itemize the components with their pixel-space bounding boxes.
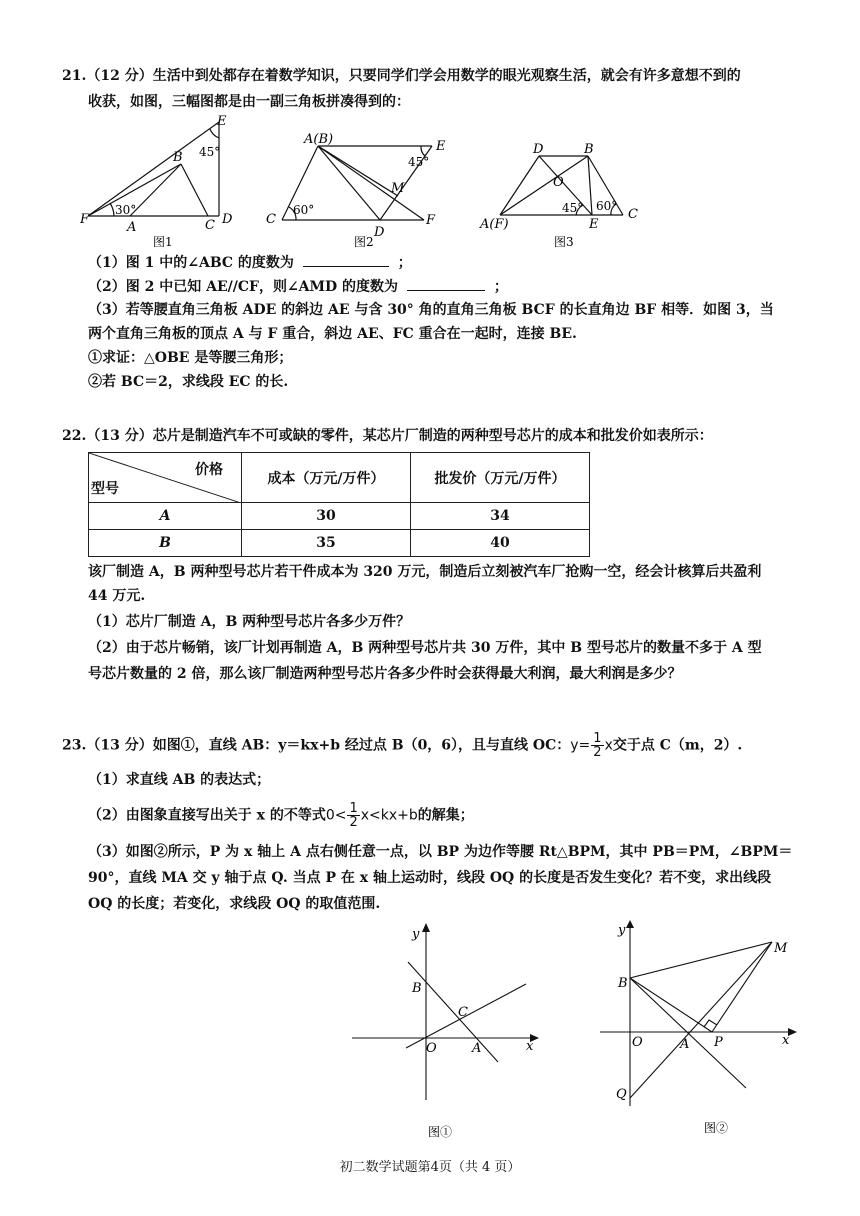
- q23-part3-line1: （3）如图②所示，P 为 x 轴上 A 点右侧任意一点，以 BP 为边作等腰 Rt△BPM，其中 PB＝PM，∠BPM＝: [88, 844, 793, 860]
- q22-part2-line1: （2）由于芯片畅销，该厂计划再制造 A，B 两种型号芯片共 30 万件，其中 B 型号芯片的数量不多于 A 型: [88, 640, 762, 656]
- q21-part3-line2: 两个直角三角板的顶点 A 与 F 重合，斜边 AE、FC 重合在一起时，连接 BE.: [88, 326, 577, 342]
- fraction-one-half: $\frac{1}{2}$: [593, 731, 602, 760]
- fig3-label-af: A(F): [480, 217, 509, 232]
- q21-part1: （1）图 1 中的∠ABC 的度数为 ；: [88, 252, 412, 273]
- fig3-caption: 图3: [554, 235, 574, 249]
- q23-part2: （2）由图象直接写出关于 x 的不等式0< $\frac{1}{2}$ x<kx+b的解集；: [88, 801, 474, 830]
- chip-price-table: [88, 452, 590, 557]
- q22-part2-line2: 号芯片数量的 2 倍，那么该厂制造两种型号芯片各多少件时会获得最大利润，最大利润是多少？: [88, 666, 682, 682]
- q22-part1: （1）芯片厂制造 A，B 两种型号芯片各多少万件？: [88, 614, 411, 630]
- fig1-label-d: D: [222, 212, 233, 227]
- table-row: [89, 530, 590, 557]
- fig-2-label-y: y: [618, 923, 626, 938]
- fig1-angle-30: 30°: [115, 203, 137, 217]
- table-row: [89, 503, 590, 530]
- table-cell-cost: 30: [242, 503, 411, 530]
- q21-line2: 收获，如图，三幅图都是由一副三角板拼凑得到的：: [88, 94, 410, 110]
- fig1-label-c: C: [205, 218, 215, 233]
- table-cell-type: B: [89, 530, 242, 557]
- fig2-label-d: D: [374, 225, 385, 240]
- q23-part3-line2: 90°，直线 MA 交 y 轴于点 Q. 当点 P 在 x 轴上运动时，线段 OQ 的长度是否发生变化？若不变，求出线段: [88, 870, 772, 886]
- table-header-price: 批发价（万元/万件）: [411, 453, 590, 503]
- fig2-caption: 图2: [354, 235, 374, 249]
- fig-2-label-m: M: [774, 941, 788, 956]
- table-cell-price: 40: [411, 530, 590, 557]
- fig-2-caption: 图②: [704, 1121, 729, 1135]
- fig1-angle-45: 45°: [199, 145, 221, 159]
- fig-2-label-p: P: [714, 1035, 723, 1050]
- fig-1-label-c: C: [458, 1005, 468, 1020]
- fig2-label-m: M: [391, 181, 405, 196]
- q23-line1: 23.（13 分）如图①，直线 AB：y＝kx+b 经过点 B（0，6），且与直线 OC：y= $\frac{1}{2}$ x交于点 C（m，2）.: [62, 731, 743, 760]
- fig3-label-c: C: [628, 207, 638, 222]
- fig-2-label-x: x: [782, 1033, 790, 1048]
- q21-figure-3: [478, 140, 658, 252]
- fig3-label-d: D: [533, 142, 544, 157]
- fig1-label-e: E: [217, 114, 227, 129]
- fraction-one-half-2: $\frac{1}{2}$: [349, 801, 358, 830]
- q21-figure-1: [80, 112, 240, 252]
- fig1-label-f: F: [80, 212, 90, 227]
- fig3-label-b: B: [584, 142, 594, 157]
- q21-part2: （2）图 2 中已知 AE//CF，则∠AMD 的度数为 ；: [88, 276, 508, 297]
- q23-part3-line3: OQ 的长度；若变化，求线段 OQ 的取值范围.: [88, 896, 381, 912]
- q22-line3: 44 万元.: [88, 588, 146, 604]
- fig2-label-e: E: [436, 139, 446, 154]
- fig3-angle-60: 60°: [596, 199, 618, 213]
- fig3-label-o: O: [553, 175, 564, 190]
- q21-part2-answer-blank: [407, 276, 485, 291]
- table-corner-bottom: 型号: [91, 481, 119, 497]
- fig2-label-c: C: [266, 212, 276, 227]
- fig2-label-f: F: [426, 213, 436, 228]
- page-footer: 初二数学试题第4页（共 4 页）: [339, 1160, 521, 1175]
- table-header-cost: 成本（万元/万件）: [242, 453, 411, 503]
- fig-1-caption: 图①: [428, 1125, 453, 1139]
- fig1-label-b: B: [173, 150, 183, 165]
- fig-1-label-o: O: [426, 1041, 437, 1056]
- q22-line1: 22.（13 分）芯片是制造汽车不可或缺的零件，某芯片厂制造的两种型号芯片的成本和批发价如表所示：: [62, 428, 713, 444]
- q21-part3-sub2: ②若 BC＝2，求线段 EC 的长.: [88, 374, 289, 390]
- q22-line2: 该厂制造 A，B 两种型号芯片若干件成本为 320 万元，制造后立刻被汽车厂抢购一空，经会计核算后共盈利: [88, 564, 762, 580]
- q23-part1: （1）求直线 AB 的表达式；: [88, 772, 271, 788]
- fig1-caption: 图1: [153, 235, 173, 249]
- fig3-angle-45: 45°: [562, 201, 584, 215]
- fig-1-label-b: B: [412, 981, 422, 996]
- table-cell-price: 34: [411, 503, 590, 530]
- table-cell-cost: 35: [242, 530, 411, 557]
- fig-2-label-b: B: [618, 976, 628, 991]
- fig-2-label-q: Q: [616, 1087, 627, 1102]
- fig-2-label-o: O: [632, 1035, 643, 1050]
- table-corner-top: 价格: [195, 462, 223, 478]
- fig-1-label-a: A: [472, 1041, 482, 1056]
- fig3-label-e: E: [589, 217, 599, 232]
- fig2-label-ab: A(B): [304, 132, 334, 147]
- fig-1-label-y: y: [412, 927, 420, 942]
- table-cell-type: A: [89, 503, 242, 530]
- q21-figure-2: [260, 132, 450, 252]
- fig-2-label-a: A: [680, 1037, 690, 1052]
- fig2-angle-45: 45°: [408, 155, 430, 169]
- q21-part1-answer-blank: [303, 252, 389, 267]
- q23-figure-2: [596, 920, 806, 1140]
- table-corner-cell: [89, 453, 242, 503]
- q23-figure-1: [346, 922, 546, 1142]
- fig2-angle-60: 60°: [293, 203, 315, 217]
- fig1-label-a: A: [127, 220, 137, 235]
- fig-1-label-x: x: [526, 1039, 534, 1054]
- q21-part3-line1: （3）若等腰直角三角板 ADE 的斜边 AE 与含 30° 角的直角三角板 BCF 的长直角边 BF 相等．如图 3，当: [88, 302, 774, 318]
- q21-line1: 21.（12 分）生活中到处都存在着数学知识，只要同学们学会用数学的眼光观察生活，就会有许多意想不到的: [62, 68, 741, 84]
- q21-part3-sub1: ①求证：△OBE 是等腰三角形；: [88, 350, 293, 366]
